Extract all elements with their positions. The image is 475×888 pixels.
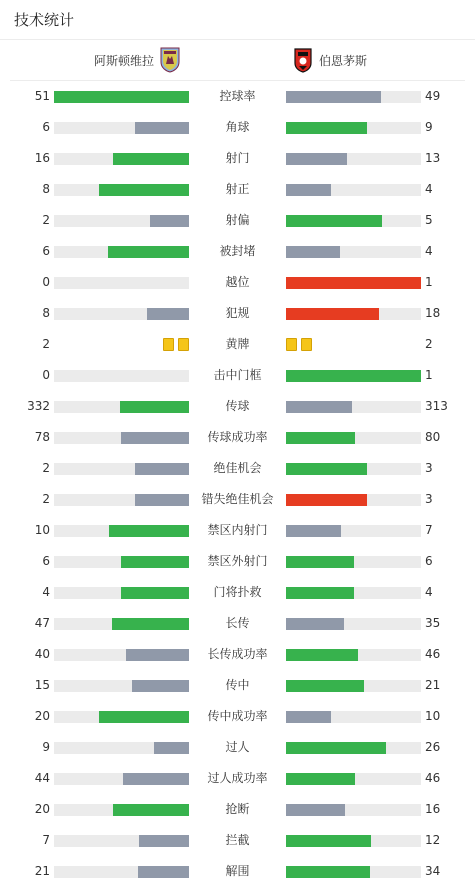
stat-label: 犯规 [225,306,250,320]
home-stat-bar [54,618,189,630]
away-stat-bar [286,184,421,196]
home-stat-value: 2 [42,337,50,351]
stat-label: 长传 [225,616,250,630]
home-stat-value: 0 [42,368,50,382]
home-stat-bar-fill [135,122,189,134]
away-stat-bar [286,246,421,258]
home-stat-bar-fill [139,835,189,847]
away-stat-bar-fill [286,184,331,196]
home-stat-bar-fill [138,866,189,878]
home-stat-bar [54,246,189,258]
stat-label: 过人成功率 [207,771,268,785]
away-stat-bar-fill [286,153,347,165]
home-stat-bar-fill [121,587,189,599]
away-stat-bar-fill [286,463,367,475]
home-stat-bar-fill [121,556,189,568]
away-stat-bar-fill [286,370,421,382]
stat-label: 传球 [225,399,250,413]
home-stat-bar-fill [113,804,189,816]
away-stat-bar [286,370,421,382]
away-stat-bar [286,525,421,537]
stat-row [0,453,475,484]
away-stat-bar-fill [286,215,382,227]
home-stat-bar-fill [123,773,189,785]
stat-row [0,360,475,391]
away-stat-bar [286,215,421,227]
home-stat-bar [54,401,189,413]
away-stat-bar-fill [286,587,354,599]
home-stat-value: 6 [42,554,50,568]
home-stat-bar-fill [132,680,189,692]
away-stat-bar-fill [286,835,371,847]
stat-row [0,422,475,453]
home-stat-value: 47 [34,616,50,630]
away-stat-bar [286,804,421,816]
home-stat-bar [54,308,189,320]
away-stat-value: 4 [425,182,433,196]
away-stat-value: 21 [425,678,441,692]
stat-label: 禁区外射门 [207,554,268,568]
away-stat-value: 46 [425,647,441,661]
home-stat-bar-fill [120,401,189,413]
home-stat-bar-fill [154,742,189,754]
page-title-text: 技术统计 [14,11,75,29]
away-stat-bar [286,308,421,320]
home-stat-value: 7 [42,833,50,847]
home-stat-bar [54,835,189,847]
away-stat-bar [286,649,421,661]
away-stat-value: 10 [425,709,441,723]
home-stat-value: 0 [42,275,50,289]
home-stat-bar [54,463,189,475]
home-stat-bar [54,556,189,568]
stats-table [0,81,475,887]
home-stat-bar-fill [135,494,189,506]
stat-label: 角球 [225,120,250,134]
away-stat-bar-fill [286,649,358,661]
stat-row [0,205,475,236]
away-stat-bar-fill [286,91,381,103]
home-stat-bar [54,711,189,723]
home-stat-bar [54,184,189,196]
stat-row [0,515,475,546]
stat-label: 过人 [225,740,250,754]
away-stat-value: 4 [425,585,433,599]
home-stat-bar-fill [112,618,189,630]
stat-row [0,794,475,825]
stat-row [0,608,475,639]
home-stat-value: 51 [34,89,50,103]
away-stat-value: 5 [425,213,433,227]
stat-row [0,577,475,608]
home-stat-bar-fill [109,525,189,537]
home-stat-value: 21 [34,864,50,878]
home-team-name: 阿斯顿维拉 [93,53,154,68]
stat-label: 传中成功率 [207,709,268,723]
stat-row [0,701,475,732]
away-stat-bar-fill [286,680,364,692]
home-stat-value: 20 [34,802,50,816]
away-stat-bar [286,680,421,692]
home-stat-bar-fill [99,184,189,196]
home-stat-bar [54,742,189,754]
stat-label: 射门 [225,151,250,165]
away-stat-bar [286,401,421,413]
home-stat-bar [54,91,189,103]
away-stat-bar-fill [286,866,370,878]
home-stat-value: 2 [42,492,50,506]
teams-header [10,40,465,81]
away-stat-bar [286,153,421,165]
yellow-card-icon [286,338,297,351]
home-team[interactable] [94,40,180,80]
away-stat-value: 9 [425,120,433,134]
home-stat-bar [54,587,189,599]
yellow-card-icon [178,338,189,351]
away-stat-value: 35 [425,616,441,630]
stat-row [0,329,475,360]
stat-row [0,267,475,298]
stat-label: 门将扑救 [213,585,262,599]
away-stat-bar [286,618,421,630]
stat-row [0,670,475,701]
stat-label: 解围 [225,864,250,878]
home-stat-bar-fill [121,432,189,444]
away-stat-bar-fill [286,742,386,754]
away-stat-bar-fill [286,494,367,506]
away-stat-bar-fill [286,122,367,134]
stat-row [0,81,475,112]
stat-row [0,236,475,267]
away-team[interactable] [293,40,367,80]
home-stat-value: 332 [27,399,50,413]
home-stat-bar [54,215,189,227]
stat-label: 长传成功率 [207,647,268,661]
home-stat-value: 4 [42,585,50,599]
stat-row [0,856,475,887]
stat-row [0,732,475,763]
away-stat-bar [286,432,421,444]
away-stat-bar [286,835,421,847]
home-stat-value: 6 [42,120,50,134]
away-stat-value: 2 [425,337,433,351]
away-stat-bar-fill [286,618,344,630]
home-stat-bar-fill [126,649,189,661]
stat-label: 禁区内射门 [207,523,268,537]
home-stat-bar-fill [135,463,189,475]
stat-label: 射正 [225,182,250,196]
home-stat-bar-fill [99,711,189,723]
away-stat-bar-fill [286,773,355,785]
home-stat-bar-fill [108,246,189,258]
stat-label: 绝佳机会 [213,461,262,475]
stat-row [0,484,475,515]
away-stat-value: 13 [425,151,441,165]
away-stat-bar [286,91,421,103]
away-stat-bar [286,277,421,289]
home-stat-bar-fill [113,153,189,165]
home-stat-bar [54,370,189,382]
home-stat-bar [54,804,189,816]
home-stat-bar-fill [147,308,189,320]
away-stat-value: 1 [425,275,433,289]
stat-label: 越位 [225,275,250,289]
away-stat-value: 7 [425,523,433,537]
away-stat-bar-fill [286,432,355,444]
stat-row [0,546,475,577]
away-stat-value: 46 [425,771,441,785]
page-title [0,0,475,40]
away-stat-bar [286,494,421,506]
away-stat-bar-fill [286,556,354,568]
away-stat-bar [286,122,421,134]
aston-villa-crest-icon [160,47,180,73]
bournemouth-crest-icon [293,47,313,73]
home-stat-value: 6 [42,244,50,258]
stat-row [0,763,475,794]
away-stat-bar-fill [286,401,352,413]
home-stat-value: 16 [34,151,50,165]
away-stat-value: 16 [425,802,441,816]
home-stat-bar-fill [150,215,189,227]
stat-row [0,143,475,174]
stat-row [0,112,475,143]
away-stat-bar-fill [286,246,340,258]
away-stat-value: 12 [425,833,441,847]
away-stat-value: 3 [425,492,433,506]
home-stat-value: 10 [34,523,50,537]
away-stat-bar [286,711,421,723]
away-stat-value: 6 [425,554,433,568]
home-stat-value: 9 [42,740,50,754]
stat-label: 击中门框 [213,368,262,382]
stat-label: 传中 [225,678,250,692]
away-stat-value: 313 [425,399,448,413]
yellow-card-icon [301,338,312,351]
stat-label: 传球成功率 [207,430,268,444]
home-stat-value: 44 [34,771,50,785]
away-stat-bar-fill [286,711,331,723]
away-stat-value: 4 [425,244,433,258]
home-stat-bar [54,680,189,692]
stat-label: 控球率 [219,89,256,103]
away-stat-bar-fill [286,308,379,320]
home-stat-bar-fill [54,91,189,103]
home-stat-bar [54,122,189,134]
home-stat-value: 8 [42,182,50,196]
home-stat-value: 2 [42,461,50,475]
away-stat-value: 80 [425,430,441,444]
away-stat-value: 26 [425,740,441,754]
home-stat-bar [54,494,189,506]
stat-label: 黄牌 [225,337,250,351]
away-stat-bar-fill [286,277,421,289]
away-team-name: 伯恩茅斯 [319,53,368,68]
home-yellow-cards [163,338,189,351]
home-stat-bar [54,432,189,444]
home-stat-bar [54,525,189,537]
away-stat-bar [286,463,421,475]
home-stat-value: 78 [34,430,50,444]
home-stat-value: 15 [34,678,50,692]
stat-label: 被封堵 [219,244,256,258]
away-stat-bar-fill [286,525,341,537]
stat-row [0,639,475,670]
stat-row [0,174,475,205]
away-stat-bar [286,587,421,599]
home-stat-bar [54,773,189,785]
home-stat-bar [54,649,189,661]
home-stat-bar [54,866,189,878]
home-stat-value: 2 [42,213,50,227]
away-stat-value: 3 [425,461,433,475]
yellow-card-icon [163,338,174,351]
away-stat-value: 1 [425,368,433,382]
home-stat-value: 8 [42,306,50,320]
away-stat-bar [286,866,421,878]
away-stat-value: 34 [425,864,441,878]
away-yellow-cards [286,338,312,351]
stat-row [0,298,475,329]
away-stat-bar [286,742,421,754]
stat-row [0,391,475,422]
home-stat-value: 20 [34,709,50,723]
stat-label: 射偏 [225,213,250,227]
stat-label: 错失绝佳机会 [201,492,274,506]
away-stat-bar-fill [286,804,345,816]
stat-label: 抢断 [225,802,250,816]
stat-label: 拦截 [225,833,250,847]
away-stat-value: 18 [425,306,441,320]
away-stat-value: 49 [425,89,441,103]
home-stat-value: 40 [34,647,50,661]
away-stat-bar [286,556,421,568]
home-stat-bar [54,277,189,289]
away-stat-bar [286,773,421,785]
home-stat-bar [54,153,189,165]
stat-row [0,825,475,856]
